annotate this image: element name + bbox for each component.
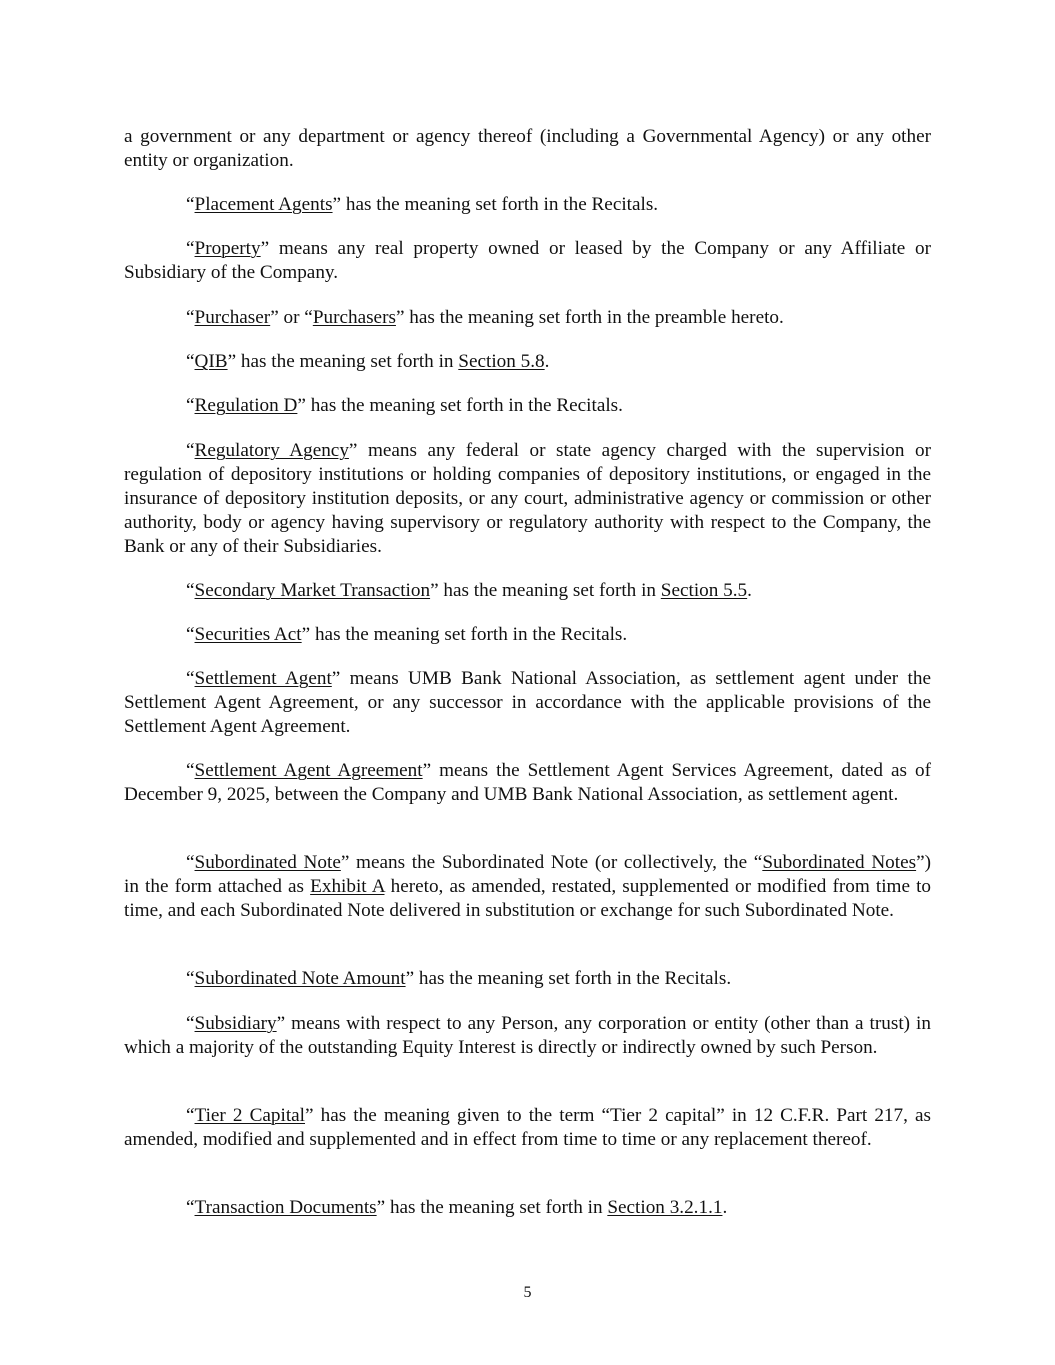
definition-securities-act	[124, 623, 931, 647]
paragraph-person-continuation	[124, 125, 931, 173]
open-quote: “	[186, 580, 195, 601]
defined-term: Placement Agents	[194, 194, 333, 215]
definition-text: ” has the meaning given to the term “Tier 2 capital” in 12 C.F.R. Part 217, as amended, modified and supplemented and in effect from time to time or any replacement thereof.	[124, 1105, 931, 1150]
open-quote: “	[186, 395, 195, 416]
definition-text: hereto, as amended, restated, supplemented or modified from time to time, and each Subordinated Note delivered in substitution or exchange for such Subordinated Note.	[124, 876, 932, 921]
definition-text: .	[544, 351, 550, 372]
definition-regulation-d	[124, 394, 931, 418]
paragraph-text: a government or any department or agency thereof (including a Governmental Agency) or any other entity or organization.	[124, 126, 931, 171]
defined-term: Settlement Agent Agreement	[194, 760, 423, 781]
defined-term: Subordinated Note	[194, 852, 341, 873]
definition-transaction-documents	[124, 1196, 931, 1220]
definition-text: ” has the meaning set forth in the Recitals.	[332, 194, 659, 215]
definition-text: ”) in the form attached as	[124, 852, 931, 897]
definition-subsidiary	[124, 1012, 931, 1060]
definition-placement-agents	[124, 193, 931, 217]
open-quote: “	[186, 1013, 195, 1034]
definition-text: ” means the Subordinated Note (or collectively, the “	[340, 852, 763, 873]
defined-term: Purchaser	[194, 307, 271, 328]
definition-text: ” or “	[270, 307, 313, 328]
defined-term: Subordinated Note Amount	[194, 968, 406, 989]
defined-term-plural: Subordinated Notes	[762, 852, 917, 873]
open-quote: “	[186, 1105, 195, 1126]
section-reference-link[interactable]: Section 5.5	[660, 580, 748, 601]
defined-term: Subsidiary	[194, 1013, 277, 1034]
definition-tier-2-capital	[124, 1104, 931, 1152]
definition-text: ” has the meaning set forth in the Recitals.	[297, 395, 623, 416]
open-quote: “	[186, 238, 195, 259]
open-quote: “	[186, 1197, 195, 1218]
defined-term-plural: Purchasers	[312, 307, 396, 328]
section-reference-link[interactable]: Section 3.2.1.1	[607, 1197, 723, 1218]
section-reference-link[interactable]: Section 5.8	[458, 351, 545, 372]
defined-term: Secondary Market Transaction	[194, 580, 431, 601]
defined-term: Transaction Documents	[194, 1197, 377, 1218]
definition-text: ” means any federal or state agency charged with the supervision or regulation of depository institutions or holding companies of depository institutions, or engaged in the insurance of depository institution deposits, or any court, administrative agency or commission or other authority, body or agency having supervisory or regulatory authority with respect to the Company, the Bank or any of their Subsidiaries.	[124, 440, 931, 557]
defined-term: Regulatory Agency	[194, 440, 349, 461]
definition-subordinated-note	[124, 851, 931, 923]
definition-qib	[124, 350, 931, 374]
page-number: 5	[523, 1284, 532, 1301]
open-quote: “	[186, 307, 195, 328]
definition-purchaser	[124, 306, 931, 330]
defined-term: Settlement Agent	[194, 668, 332, 689]
defined-term: Securities Act	[194, 624, 302, 645]
definition-text: ” has the meaning set forth in the Recitals.	[405, 968, 732, 989]
open-quote: “	[186, 194, 195, 215]
definition-text: ” means UMB Bank National Association, as settlement agent under the Settlement Agent Agreement, or any successor in accordance with the applicable provisions of the Settlement Agent Agreement.	[124, 668, 931, 737]
defined-term: Regulation D	[194, 395, 298, 416]
definition-text: ” has the meaning set forth in	[376, 1197, 608, 1218]
open-quote: “	[186, 968, 195, 989]
definition-settlement-agent	[124, 667, 931, 739]
open-quote: “	[186, 351, 195, 372]
definition-regulatory-agency	[124, 439, 931, 559]
open-quote: “	[186, 624, 195, 645]
definition-secondary-market-transaction	[124, 579, 931, 603]
open-quote: “	[186, 440, 195, 461]
open-quote: “	[186, 668, 195, 689]
definition-text: ” has the meaning set forth in the preamble hereto.	[395, 307, 784, 328]
definition-text: ” means with respect to any Person, any corporation or entity (other than a trust) in which a majority of the outstanding Equity Interest is directly or indirectly owned by such Person.	[124, 1013, 931, 1058]
definition-text: .	[722, 1197, 728, 1218]
defined-term: Property	[194, 238, 261, 259]
definition-text: ” means any real property owned or leased by the Company or any Affiliate or Subsidiary of the Company.	[124, 238, 931, 283]
definition-text: ” has the meaning set forth in	[227, 351, 459, 372]
exhibit-reference-link[interactable]: Exhibit A	[310, 876, 385, 897]
defined-term: QIB	[194, 351, 228, 372]
open-quote: “	[186, 852, 195, 873]
definition-text: ” has the meaning set forth in the Recitals.	[301, 624, 628, 645]
definition-settlement-agent-agreement	[124, 759, 931, 807]
definition-subordinated-note-amount	[124, 967, 931, 991]
definition-text: ” has the meaning set forth in	[430, 580, 661, 601]
defined-term: Tier 2 Capital	[194, 1105, 306, 1126]
definition-property	[124, 237, 931, 285]
definition-text: .	[747, 580, 752, 601]
definition-text: ” means the Settlement Agent Services Agreement, dated as of December 9, 2025, between the Company and UMB Bank National Association, as settlement agent.	[124, 760, 931, 805]
open-quote: “	[186, 760, 195, 781]
